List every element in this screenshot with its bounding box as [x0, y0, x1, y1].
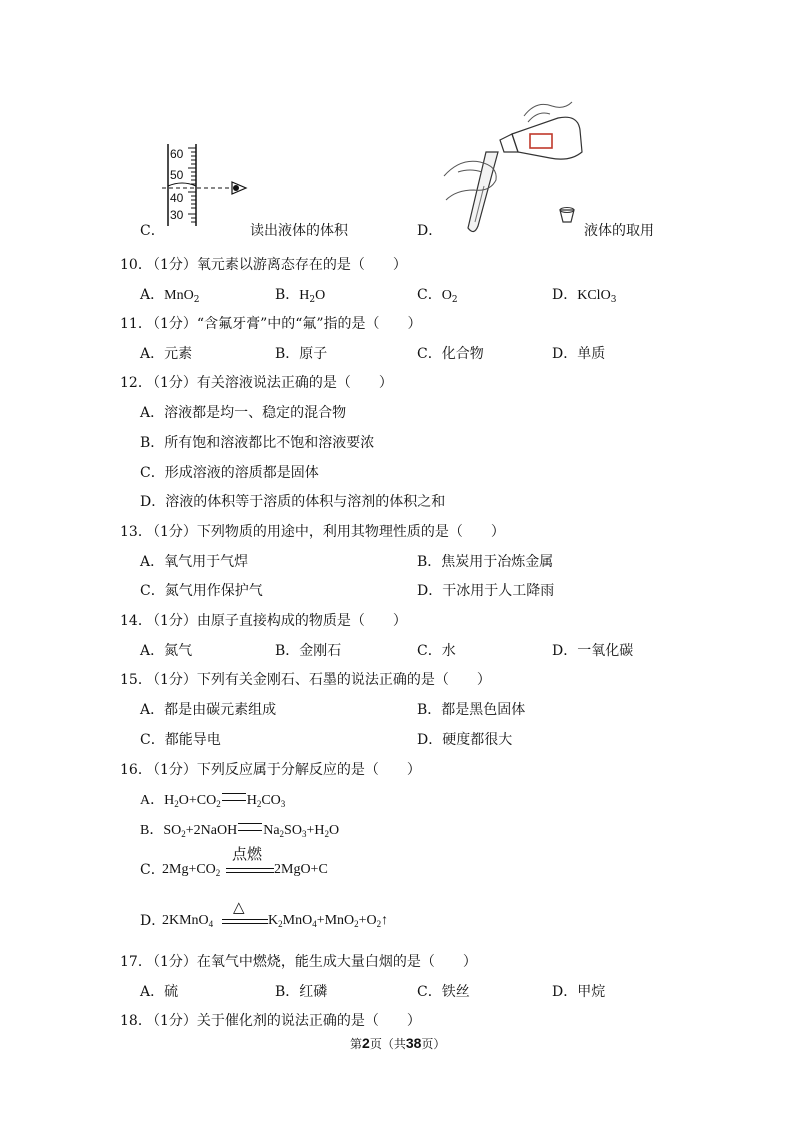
option-a[interactable]: A．氮气 [140, 643, 193, 659]
question-number: 11． [120, 316, 152, 332]
question-stem: （1分）下列物质的用途中，利用其物理性质的是（ ） [146, 524, 505, 540]
eye-icon [232, 182, 246, 194]
option-d[interactable]: D．一氧化碳 [552, 643, 634, 659]
cylinder-tick-50: 50 [170, 168, 184, 182]
option-d[interactable]: D．硬度都很大 [417, 732, 513, 748]
question-stem: （1分）有关溶液说法正确的是（ ） [146, 375, 393, 391]
option-c[interactable]: C．氮气用作保护气 [140, 583, 263, 599]
option-label-c: C． [140, 223, 165, 239]
option-d-right: $K_2MnO_4+MnO_2+O_2↑$ [268, 913, 389, 929]
option-a[interactable]: A．溶液都是均一、稳定的混合物 [140, 405, 347, 421]
option-d[interactable]: D．干冰用于人工降雨 [417, 583, 555, 599]
question-stem: （1分）氧元素以游离态存在的是（ ） [146, 257, 407, 273]
question-number: 17． [120, 954, 152, 970]
question-number: 15． [120, 672, 152, 688]
option-d[interactable]: D．KClO$_3$ [552, 287, 617, 305]
question-number: 12． [120, 375, 152, 391]
option-a[interactable]: A．硫 [140, 984, 179, 1000]
option-d[interactable]: D．溶液的体积等于溶质的体积与溶剂的体积之和 [140, 494, 446, 510]
question-stem: （1分）在氧气中燃烧，能生成大量白烟的是（ ） [146, 954, 477, 970]
option-d[interactable]: D．单质 [552, 346, 606, 362]
reaction-line [226, 868, 274, 869]
equals-sign [238, 823, 262, 831]
option-c[interactable]: C．水 [417, 643, 456, 659]
cylinder-tick-30: 30 [170, 208, 184, 222]
option-a[interactable]: A．元素 [140, 346, 193, 362]
reaction-line [222, 919, 268, 920]
option-b[interactable]: B．$H_2O$ [275, 287, 326, 305]
figure-c-caption: 读出液体的体积 [250, 223, 348, 239]
page-footer: 第2页（共38页） [350, 1035, 446, 1051]
option-d-label[interactable]: D． [140, 913, 166, 929]
option-b[interactable]: B．$SO_2+2NaOH$ $Na_2SO_3+H_2O$ [140, 823, 340, 839]
option-b[interactable]: B．所有饱和溶液都比不饱和溶液要浓 [140, 435, 375, 451]
question-number: 10． [120, 257, 152, 273]
option-d[interactable]: D．甲烷 [552, 984, 606, 1000]
condition-heat: △ [233, 898, 245, 916]
option-c[interactable]: C．都能导电 [140, 732, 221, 748]
option-c[interactable]: C．形成溶液的溶质都是固体 [140, 465, 319, 481]
option-c[interactable]: C．$O_2$ [417, 287, 458, 305]
up-arrow-icon: ↑ [381, 913, 389, 928]
question-stem: （1分）下列反应属于分解反应的是（ ） [146, 762, 421, 778]
option-b[interactable]: B．焦炭用于冶炼金属 [417, 554, 554, 570]
pouring-liquid-figure [440, 96, 590, 236]
option-a[interactable]: A．MnO$_2$ [140, 287, 200, 305]
option-b[interactable]: B．都是黑色固体 [417, 702, 526, 718]
option-b[interactable]: B．原子 [275, 346, 328, 362]
option-a[interactable]: A．氧气用于气焊 [140, 554, 249, 570]
question-number: 14． [120, 613, 152, 629]
option-a[interactable]: A．$H_2O+CO_2$ $H_2CO_3$ [140, 793, 286, 809]
option-c-left: $2Mg+CO_2$ [162, 862, 221, 878]
figure-d-caption: 液体的取用 [584, 223, 654, 239]
question-number: 18． [120, 1013, 152, 1029]
question-stem: （1分）由原子直接构成的物质是（ ） [146, 613, 407, 629]
option-b[interactable]: B．金刚石 [275, 643, 342, 659]
option-b[interactable]: B．红磷 [275, 984, 328, 1000]
cylinder-tick-40: 40 [170, 191, 184, 205]
total-pages: 38 [405, 1035, 422, 1051]
option-c[interactable]: C．铁丝 [417, 984, 470, 1000]
question-stem: （1分）关于催化剂的说法正确的是（ ） [146, 1013, 421, 1029]
question-stem: （1分）“含氟牙膏”中的“氟”指的是（ ） [146, 316, 422, 332]
question-stem: （1分）下列有关金刚石、石墨的说法正确的是（ ） [146, 672, 491, 688]
current-page: 2 [362, 1035, 370, 1051]
option-d-left: 2KMnO$_4$ [162, 913, 214, 929]
option-a[interactable]: A．都是由碳元素组成 [140, 702, 277, 718]
option-c[interactable]: C．化合物 [417, 346, 484, 362]
option-c-label[interactable]: C． [140, 862, 165, 878]
option-c-right: 2MgO+C [274, 862, 328, 877]
condition-ignite: 点燃 [232, 845, 263, 863]
equals-sign [222, 793, 246, 801]
option-label-d: D． [417, 223, 443, 239]
reaction-line [222, 923, 268, 924]
cylinder-tick-60: 60 [170, 147, 184, 161]
question-number: 13． [120, 524, 152, 540]
question-number: 16． [120, 762, 152, 778]
reaction-line [226, 872, 274, 873]
